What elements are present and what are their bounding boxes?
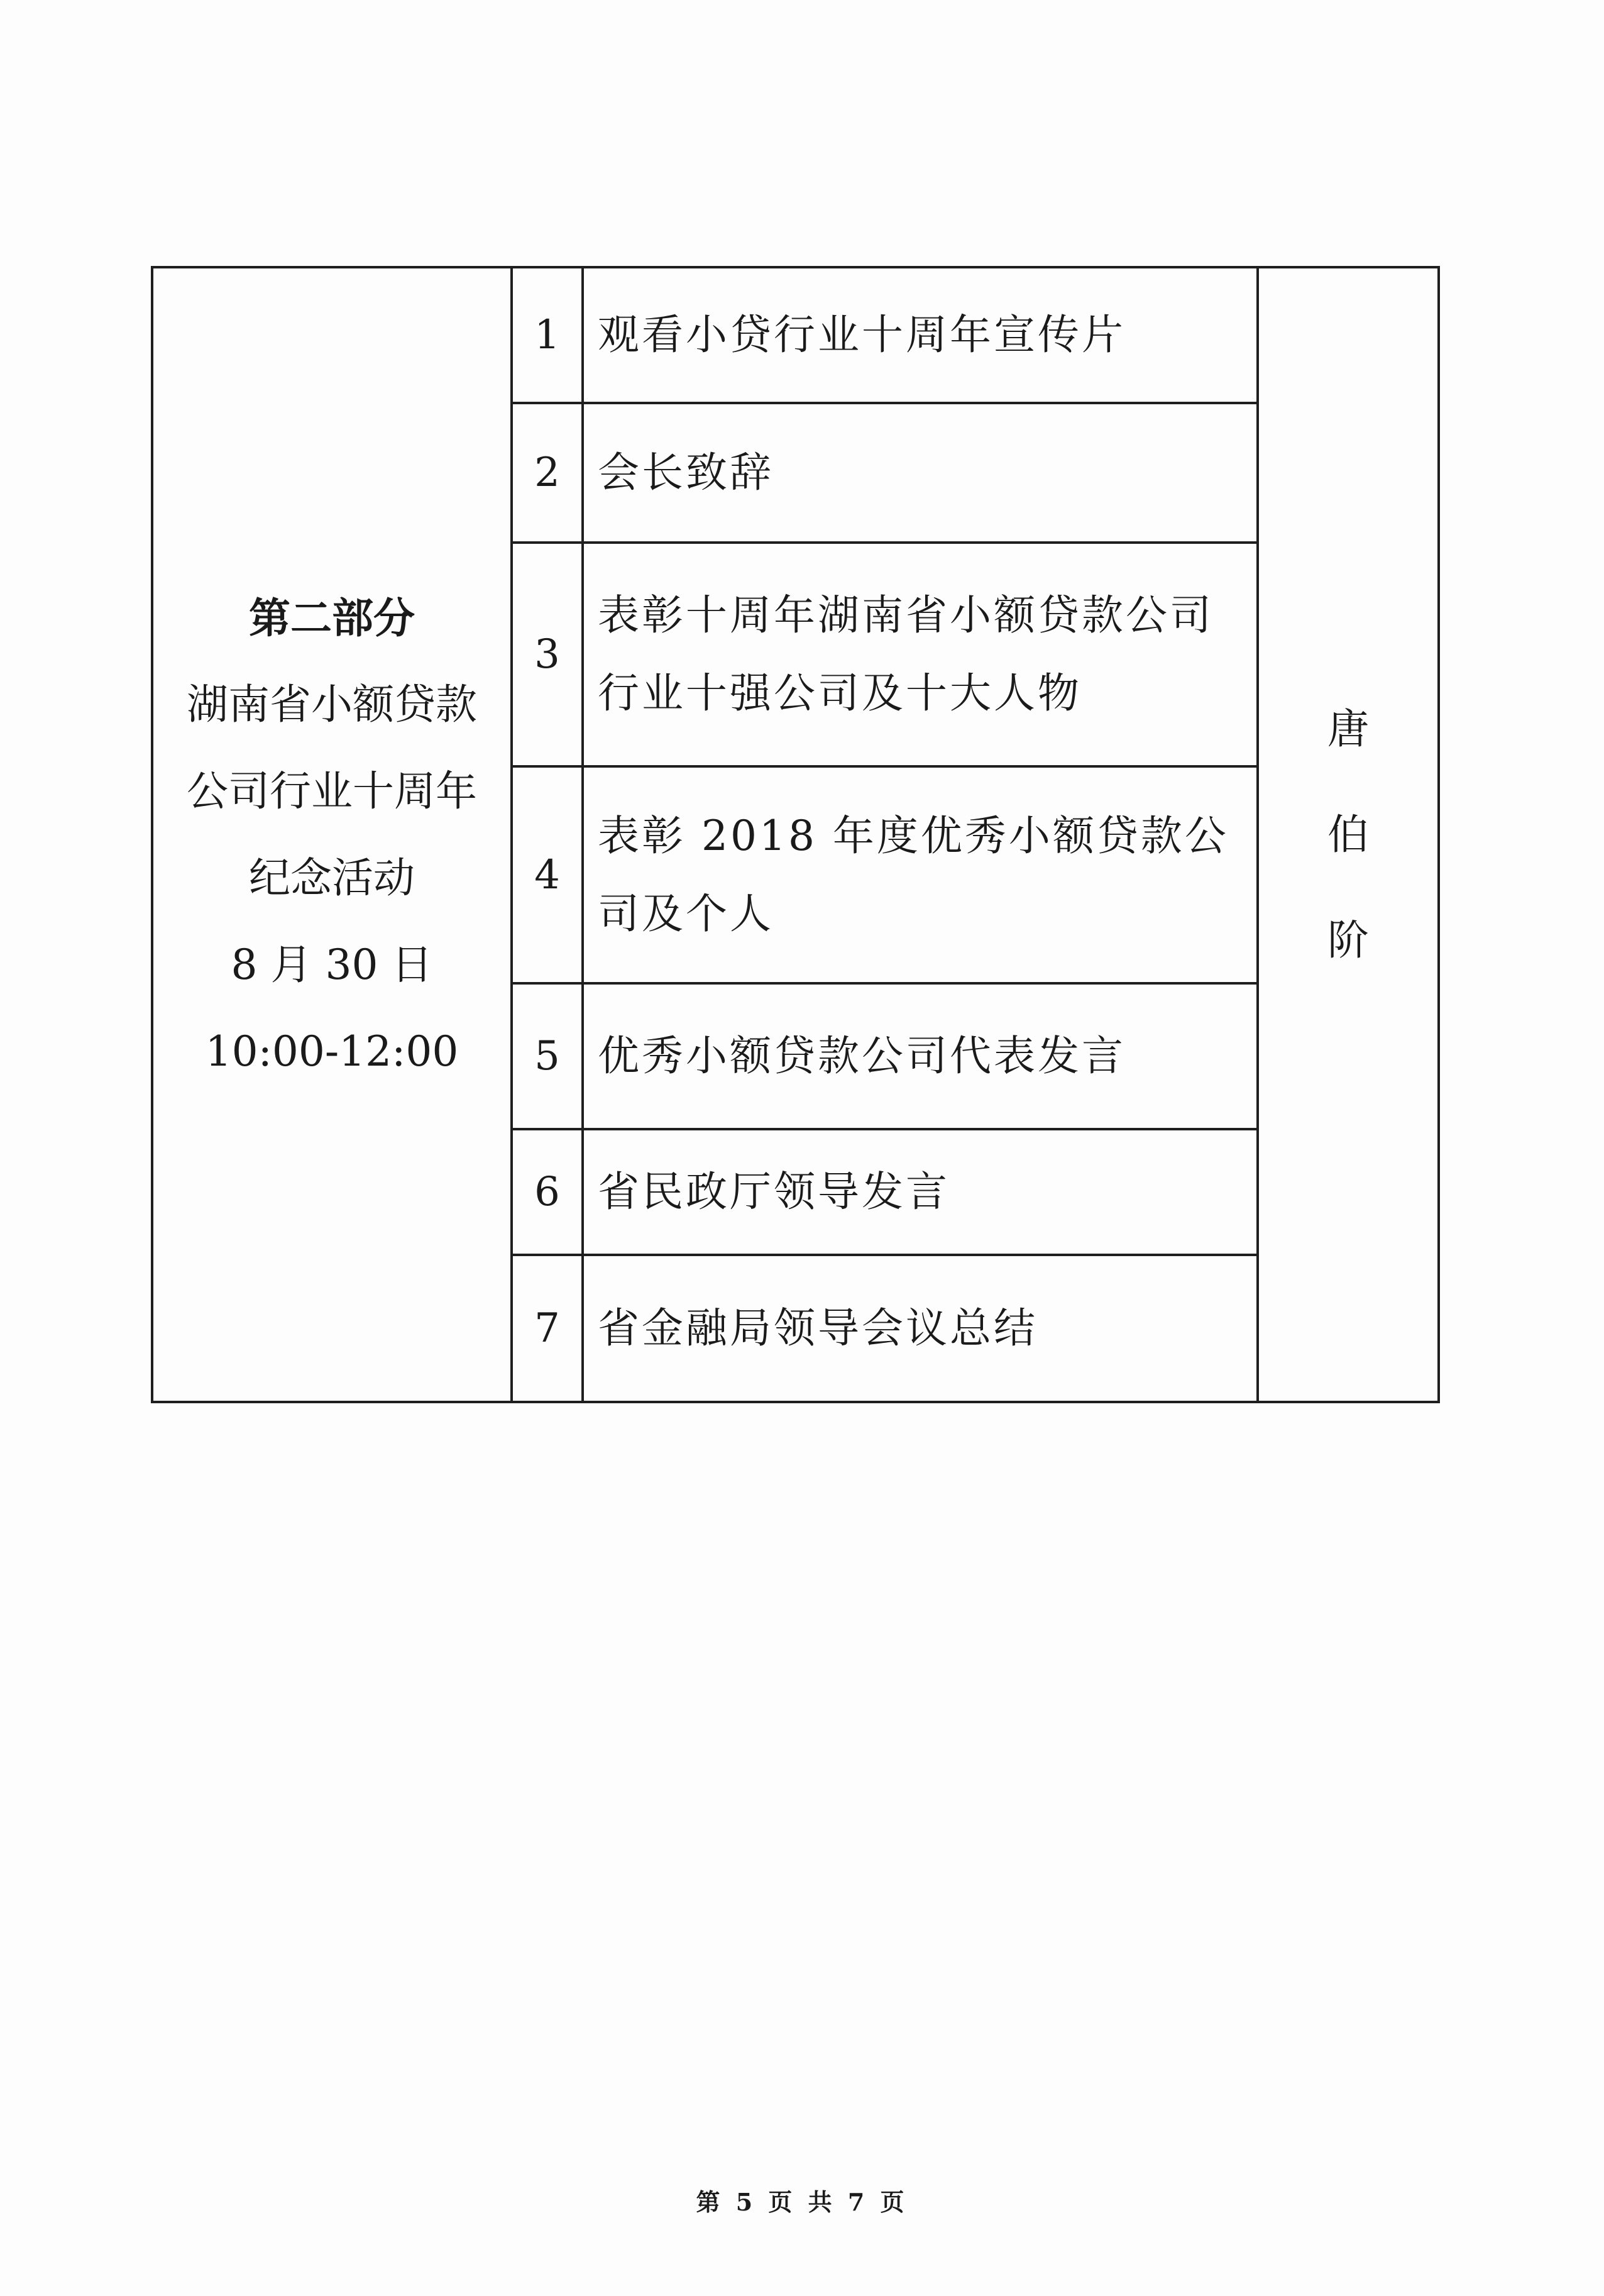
section-date: 8 月 30 日 xyxy=(231,940,433,989)
item-text: 优秀小额贷款公司代表发言 xyxy=(583,983,1258,1129)
section-line: 湖南省小额贷款 xyxy=(187,680,477,729)
schedule-table xyxy=(151,266,1440,1403)
item-number: 1 xyxy=(512,267,583,403)
item-text: 省民政厅领导发言 xyxy=(583,1129,1258,1255)
section-time: 10:00-12:00 xyxy=(205,1027,459,1076)
table-row xyxy=(152,267,1439,403)
item-number: 3 xyxy=(512,543,583,766)
item-text: 表彰十周年湖南省小额贷款公司行业十强公司及十大人物 xyxy=(583,543,1258,766)
item-number: 4 xyxy=(512,766,583,983)
host-char: 阶 xyxy=(1327,915,1369,964)
section-cell xyxy=(152,267,512,1402)
item-number: 5 xyxy=(512,983,583,1129)
host-char: 唐 xyxy=(1327,704,1369,753)
item-text: 会长致辞 xyxy=(583,403,1258,543)
page-number-footer: 第 5 页 共 7 页 xyxy=(696,2188,908,2216)
section-line: 公司行业十周年 xyxy=(187,766,477,815)
item-number: 6 xyxy=(512,1129,583,1255)
item-number: 2 xyxy=(512,403,583,543)
section-title: 第二部分 xyxy=(249,593,415,643)
item-number: 7 xyxy=(512,1255,583,1402)
item-text: 观看小贷行业十周年宣传片 xyxy=(583,267,1258,403)
item-text: 表彰 2018 年度优秀小额贷款公司及个人 xyxy=(583,766,1258,983)
section-line: 纪念活动 xyxy=(249,853,415,902)
item-text: 省金融局领导会议总结 xyxy=(583,1255,1258,1402)
host-cell xyxy=(1258,267,1439,1402)
host-char: 伯 xyxy=(1327,810,1369,859)
